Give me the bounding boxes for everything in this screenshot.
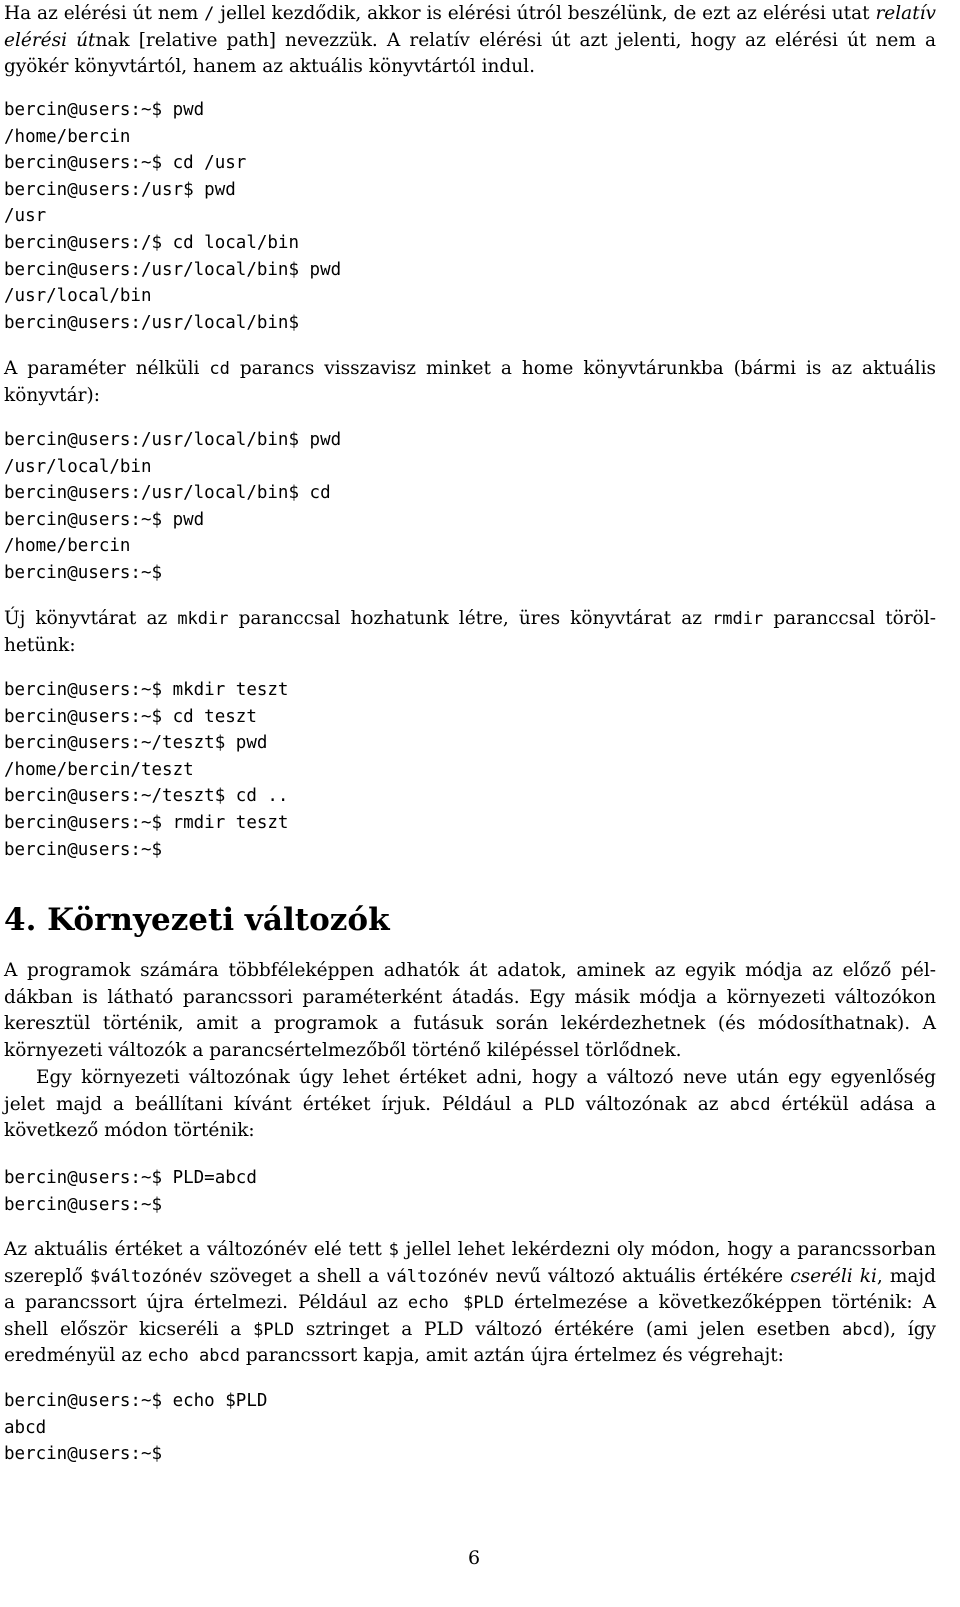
text-run: jellel kezdődik, akkor is elérési útról beszélünk, de ezt az elérési utat <box>214 3 876 24</box>
text-run: parancs visszavisz minket a home könyvtárunkba (bármi is az aktuális könyvtár): <box>4 358 937 406</box>
text-run: ), így eredményül az <box>4 1318 936 1366</box>
inline-code: echo $PLD <box>407 1293 505 1313</box>
relative-path-paragraph <box>4 1 936 81</box>
inline-code: $változónév <box>89 1266 203 1287</box>
inline-code: abcd <box>729 1094 771 1115</box>
inline-code: változónév <box>386 1266 489 1287</box>
text-run: Az aktuális értéket a változónév elé tett <box>4 1239 389 1260</box>
inline-code: $PLD <box>253 1319 295 1340</box>
text-run: értékül adása a következő módon történik: <box>4 1093 936 1141</box>
inline-code: PLD <box>544 1094 575 1115</box>
text-run: sztringet a PLD változó értékére (ami jelen esetben <box>294 1318 842 1340</box>
text-run: Új könyvtárat az <box>4 608 178 629</box>
inline-code: echo abcd <box>147 1346 240 1366</box>
text-run: A paraméter nélküli <box>4 358 210 379</box>
text-run: parancssort kapja, amit aztán újra értelmez és végrehajt: <box>239 1345 784 1366</box>
inline-code: cd <box>209 359 230 379</box>
cd-paragraph <box>4 356 936 409</box>
text-run: paranccsal törölhetünk: <box>4 608 936 656</box>
code-block-pwd: bercin@users:~$ pwd /home/bercin bercin@users:~$ cd /usr bercin@users:/usr$ pwd /usr bercin@users:/$ cd local/bin bercin@users:/usr/local/bin$ pwd /usr/local/bin bercin@users:/usr/local/bin$ <box>4 100 342 333</box>
text-run: paranccsal hozhatunk létre, üres könyvtárat az <box>228 608 713 629</box>
text-run: szöveget a shell a <box>202 1265 387 1287</box>
section-heading: 4. Környezeti változók <box>4 902 390 938</box>
code-block-echo: bercin@users:~$ echo $PLD abcd bercin@users:~$ <box>4 1391 268 1465</box>
emphasis: cseréli ki <box>790 1265 877 1287</box>
env-paragraph-1: A programok számára többféleképpen adhatók át adatok, aminek az egyik módja az előző példákban is látható parancssori paraméterként átadás. Egy másik módja a környezeti változókon keresztül történik, amit a programok a futásuk során lekérdezhetnek (és módosíthatnak). A környezeti változók a parancsértelmezőből történő kilépéssel törlődnek. <box>4 960 936 1061</box>
code-block-mkdir: bercin@users:~$ mkdir teszt bercin@users:~$ cd teszt bercin@users:~/teszt$ pwd /home/bercin/teszt bercin@users:~/teszt$ cd .. bercin@users:~$ rmdir teszt bercin@users:~$ <box>4 680 289 860</box>
page-number: 6 <box>467 1547 481 1569</box>
inline-code: abcd <box>841 1319 883 1340</box>
inline-code: / <box>204 4 215 24</box>
text-run: nak [relative path] nevezzük. A relatív elérési út azt jelenti, hogy az elérési út nem a gyökér könyvtártól, hanem az aktuális könyvtártól indul. <box>4 29 936 77</box>
mkdir-paragraph <box>4 606 936 659</box>
text-run: , majd a parancssort újra értelmezi. Például az <box>4 1265 937 1313</box>
inline-code: mkdir <box>177 609 229 629</box>
env-paragraph-3 <box>4 1237 936 1370</box>
text-run: értelmezése a következőképpen történik: A shell először kicseréli a <box>4 1292 936 1340</box>
code-block-assign: bercin@users:~$ PLD=abcd bercin@users:~$ <box>4 1168 257 1215</box>
code-block-cd: bercin@users:/usr/local/bin$ pwd /usr/local/bin bercin@users:/usr/local/bin$ cd bercin@users:~$ pwd /home/bercin bercin@users:~$ <box>4 430 342 583</box>
emphasis: relatív elérési út <box>4 3 936 51</box>
text-run: Ha az elérési út nem <box>4 3 205 24</box>
text-run: nevű változó aktuális értékére <box>488 1265 791 1287</box>
inline-code: rmdir <box>712 609 764 629</box>
document-page <box>4 0 936 1607</box>
text-run: változónak az <box>574 1093 730 1115</box>
env-paragraph-2 <box>4 1065 936 1145</box>
inline-code: $ <box>388 1240 399 1260</box>
text-run: Egy környezeti változónak úgy lehet értéket adni, hogy a változó neve után egy egyenlőség jelet majd a beállítani kívánt értéket írjuk. Például a <box>4 1067 936 1115</box>
text-run: jellel lehet lekérdezni oly módon, hogy a parancssorban szereplő <box>4 1239 936 1287</box>
